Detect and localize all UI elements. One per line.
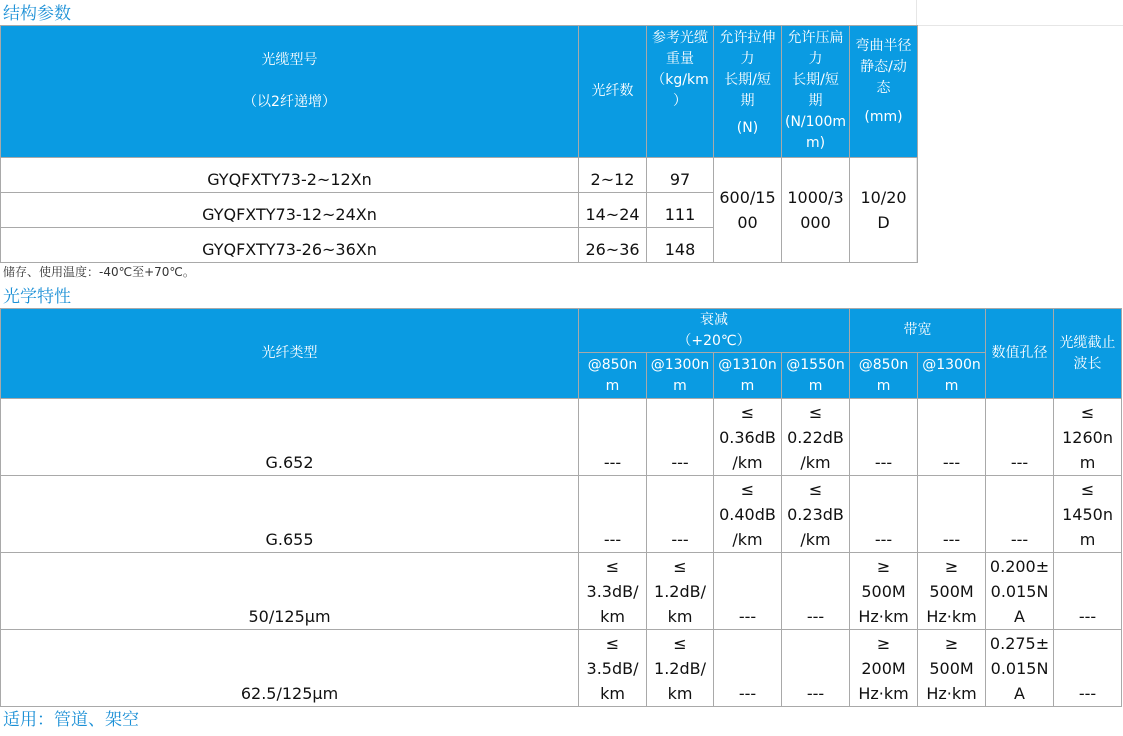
header-atten-1300: @1300n m [647,353,714,399]
cutoff-wavelength-cell: ≤ 1260n m [1054,399,1122,476]
cable-model-cell: GYQFXTY73-12~24Xn [1,193,579,228]
header-attenuation: 衰减 （+20℃） [579,309,850,353]
cutoff-wavelength-cell: --- [1054,553,1122,630]
bandwidth-850-cell: ≥ 500M Hz·km [850,553,918,630]
table-row [1,158,918,193]
table-row [1,476,1122,553]
crush-value: 1000/3 000 [782,158,850,263]
fiber-type-cell: G.652 [1,399,579,476]
cable-model-cell: GYQFXTY73-26~36Xn [1,228,579,263]
header-atten-850: @850n m [579,353,647,399]
weight-cell: 111 [647,193,714,228]
atten-1310-cell: --- [714,630,782,707]
atten-1310-cell: ≤ 0.36dB /km [714,399,782,476]
header-atten-1310: @1310n m [714,353,782,399]
storage-temperature-note: 储存、使用温度：-40℃至+70℃。 [3,265,195,279]
header-bend-radius: 弯曲半径 静态/动 态 (mm) [850,26,918,158]
atten-1550-cell: --- [782,553,850,630]
numerical-aperture-cell: --- [986,399,1054,476]
header-bandwidth: 带宽 [850,309,986,353]
atten-850-cell: --- [579,476,647,553]
bandwidth-1300-cell: ≥ 500M Hz·km [918,630,986,707]
atten-850-cell: --- [579,399,647,476]
header-numerical-aperture: 数值孔径 [986,309,1054,399]
header-crush: 允许压扁 力 长期/短 期 (N/100m m) [782,26,850,158]
atten-1300-cell: --- [647,476,714,553]
bend-radius-value: 10/20 D [850,158,918,263]
weight-cell: 97 [647,158,714,193]
bandwidth-850-cell: ≥ 200M Hz·km [850,630,918,707]
header-bandwidth-1300: @1300n m [918,353,986,399]
numerical-aperture-cell: 0.200± 0.015N A [986,553,1054,630]
usage-note: 适用：管道、架空 [3,710,139,730]
atten-1300-cell: --- [647,399,714,476]
fiber-type-cell: G.655 [1,476,579,553]
table-row [1,399,1122,476]
header-cable-model: 光缆型号 （以2纤递增） [1,26,579,158]
bandwidth-1300-cell: --- [918,476,986,553]
atten-1550-cell: ≤ 0.22dB /km [782,399,850,476]
atten-1550-cell: --- [782,630,850,707]
header-atten-1550: @1550n m [782,353,850,399]
atten-1310-cell: --- [714,553,782,630]
fiber-count-cell: 26~36 [579,228,647,263]
optical-section-title: 光学特性 [3,287,71,307]
fiber-type-cell: 62.5/125μm [1,630,579,707]
fiber-type-cell: 50/125μm [1,553,579,630]
header-bandwidth-850: @850n m [850,353,918,399]
table-row [1,630,1122,707]
header-cutoff-wavelength: 光缆截止 波长 [1054,309,1122,399]
atten-1300-cell: ≤ 1.2dB/ km [647,630,714,707]
cutoff-wavelength-cell: --- [1054,630,1122,707]
numerical-aperture-cell: 0.275± 0.015N A [986,630,1054,707]
structure-section-title: 结构参数 [3,4,71,24]
bandwidth-850-cell: --- [850,399,918,476]
header-tension: 允许拉伸 力 长期/短 期 (N) [714,26,782,158]
cutoff-wavelength-cell: ≤ 1450n m [1054,476,1122,553]
atten-1300-cell: ≤ 1.2dB/ km [647,553,714,630]
bandwidth-850-cell: --- [850,476,918,553]
bandwidth-1300-cell: ≥ 500M Hz·km [918,553,986,630]
atten-850-cell: ≤ 3.5dB/ km [579,630,647,707]
structure-parameters-table [0,25,918,263]
bandwidth-1300-cell: --- [918,399,986,476]
optical-characteristics-table [0,308,1122,707]
fiber-count-cell: 2~12 [579,158,647,193]
header-weight: 参考光缆 重量 （kg/km ） [647,26,714,158]
table-row [1,553,1122,630]
header-fiber-count: 光纤数 [579,26,647,158]
tension-value: 600/15 00 [714,158,782,263]
weight-cell: 148 [647,228,714,263]
cable-model-cell: GYQFXTY73-2~12Xn [1,158,579,193]
numerical-aperture-cell: --- [986,476,1054,553]
atten-1310-cell: ≤ 0.40dB /km [714,476,782,553]
atten-1550-cell: ≤ 0.23dB /km [782,476,850,553]
header-fiber-type: 光纤类型 [1,309,579,399]
atten-850-cell: ≤ 3.3dB/ km [579,553,647,630]
fiber-count-cell: 14~24 [579,193,647,228]
